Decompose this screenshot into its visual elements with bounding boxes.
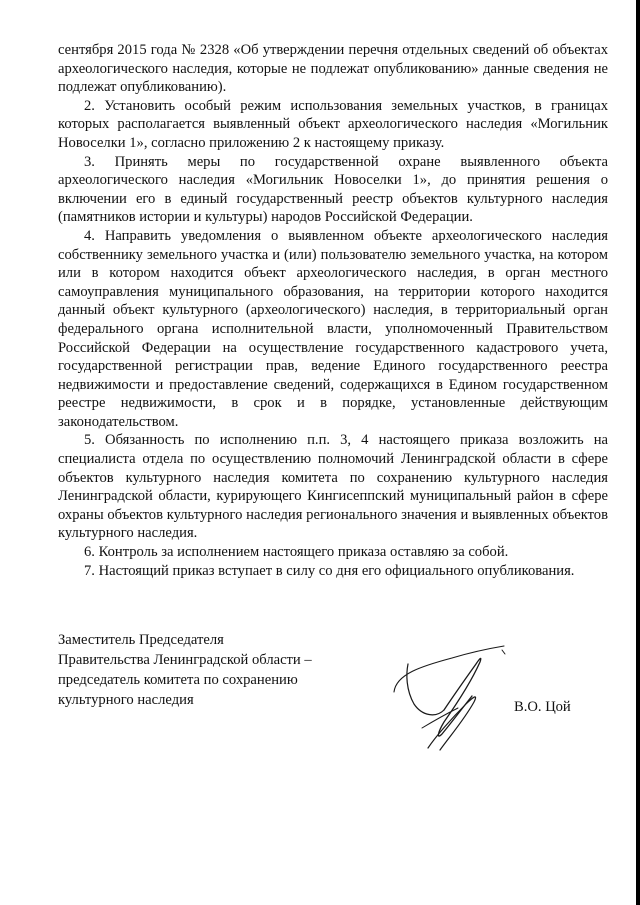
paragraph-item-7: 7. Настоящий приказ вступает в силу со дня его официального опубликования. bbox=[84, 562, 575, 579]
handwritten-signature bbox=[392, 644, 512, 752]
signatory-block bbox=[58, 630, 358, 710]
paragraph-item-4: 4. Направить уведомления о выявленном объекте археологического наследия собственнику земельного участка и (или) пользователю земельного участка, на котором или в котором находится объект археологического наследия, в орган местного самоуправления муниципального образования, на территории которого находится данный объект культурного (археологического) наследия, в территориальный орган федерального органа исполнительной власти, уполномоченный Правительством Российской Федерации на осуществление государственного кадастрового учета, государственной регистрации прав, ведение Единого государственного реестра недвижимости и предоставление сведений, содержащихся в Едином государственном реестре недвижимости, в срок и в порядке, установленные действующим законодательством. bbox=[58, 227, 608, 430]
paragraph-item-2: 2. Установить особый режим использования земельных участков, в границах которых располагается выявленный объект археологического наследия «Могильник Новоселки 1», согласно приложению 2 к настоящему приказу. bbox=[58, 97, 608, 151]
paragraph-item-6: 6. Контроль за исполнением настоящего приказа оставляю за собой. bbox=[84, 544, 509, 561]
signatory-title-line: Заместитель Председателя bbox=[58, 632, 224, 648]
scan-edge-border bbox=[636, 0, 640, 905]
paragraph-continuation: сентября 2015 года № 2328 «Об утверждении перечня отдельных сведений об объектах археологического наследия, которые не подлежат опубликованию» данные сведения не подлежат опубликованию). bbox=[58, 42, 608, 96]
document-body bbox=[58, 41, 608, 580]
paragraph-item-5: 5. Обязанность по исполнению п.п. 3, 4 настоящего приказа возложить на специалиста отдела по осуществлению полномочий Ленинградской области в сфере объектов культурного наследия комитета по сохранению культурного наследия Ленинградской области, курирующего Кингисеппский муниципальный район в сфере охраны объектов культурного наследия регионального значения и выявленных объектов культурного наследия. bbox=[58, 432, 608, 542]
paragraph-item-3: 3. Принять меры по государственной охране выявленного объекта археологического наследия «Могильник Новоселки 1», до принятия решения о включении его в единый государственный реестр объектов культурного наследия (памятников истории и культуры) народов Российской Федерации. bbox=[58, 153, 608, 226]
signatory-title-line: председатель комитета по сохранению bbox=[58, 672, 298, 688]
signatory-title-line: культурного наследия bbox=[58, 692, 194, 708]
signatory-title-line: Правительства Ленинградской области – bbox=[58, 652, 312, 668]
signer-name: В.О. Цой bbox=[514, 699, 571, 715]
